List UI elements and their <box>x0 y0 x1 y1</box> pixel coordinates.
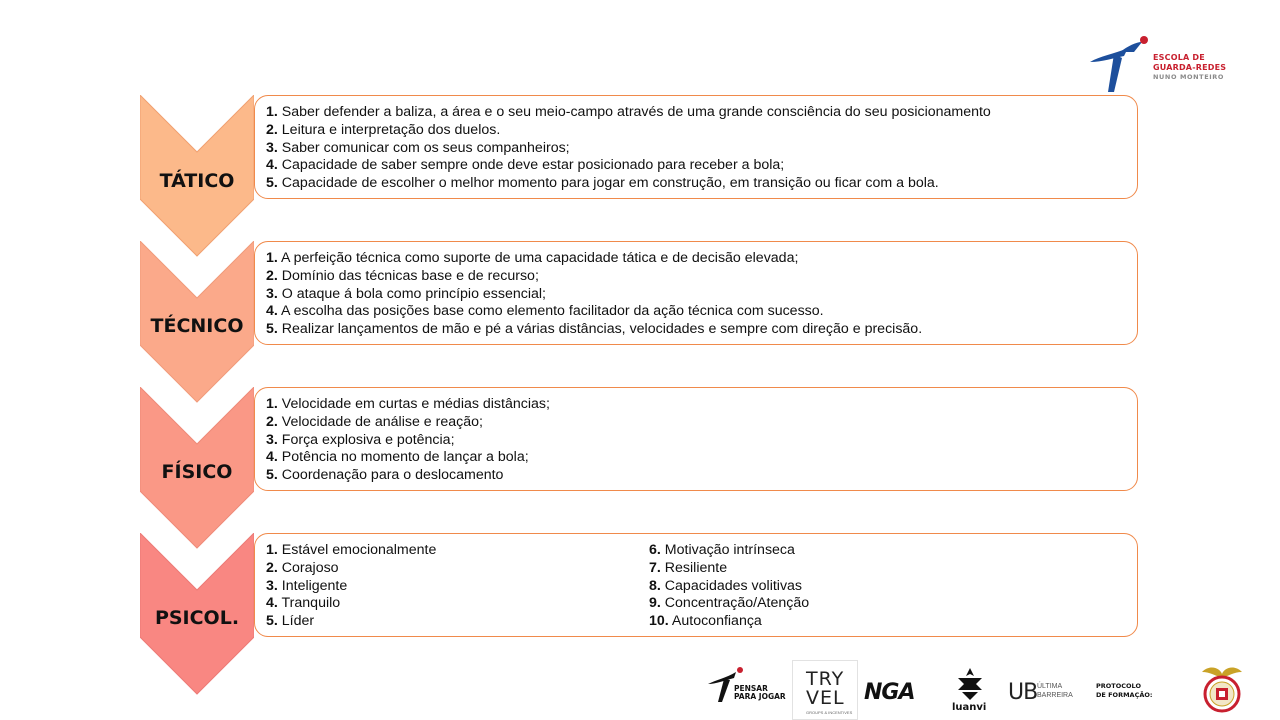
item-list-right <box>649 542 809 631</box>
section-tecnico <box>0 241 1280 403</box>
list-item: 9. Concentração/Atenção <box>649 595 810 612</box>
section-box <box>254 387 1138 491</box>
item-list-left <box>266 542 436 631</box>
item-list <box>266 104 991 193</box>
list-item: 5. Líder <box>266 613 315 630</box>
section-label: PSICOL. <box>154 607 240 629</box>
pensar-line1: PENSAR <box>734 684 768 693</box>
tryvel-line2: VEL <box>806 687 845 709</box>
list-item: 10. Autoconfiança <box>649 613 762 630</box>
item-list <box>266 396 550 485</box>
pensar-line2: PARA JOGAR <box>734 692 786 701</box>
section-label: FÍSICO <box>161 461 233 483</box>
list-item: 5. Realizar lançamentos de mão e pé a várias distâncias, velocidades e sempre com direção e precisão. <box>266 321 923 338</box>
logo-line3: NUNO MONTEIRO <box>1153 73 1225 81</box>
list-item: 3. O ataque á bola como princípio essencial; <box>266 285 546 302</box>
list-item: 2. Velocidade de análise e reação; <box>266 413 483 430</box>
luanvi-text: luanvi <box>952 702 987 713</box>
section-box <box>254 533 1138 637</box>
list-item: 7. Resiliente <box>649 559 728 576</box>
list-item: 4. Tranquilo <box>266 595 341 612</box>
tryvel-sub: GROUPS & INCENTIVES <box>806 710 853 715</box>
protocolo-line2: DE FORMAÇÃO: <box>1096 691 1153 699</box>
list-item: 3. Força explosiva e potência; <box>266 431 455 448</box>
list-item: 6. Motivação intrínseca <box>649 542 795 558</box>
list-item: 3. Inteligente <box>266 577 348 594</box>
list-item: 1. Velocidade em curtas e médias distâncias; <box>266 396 550 412</box>
item-list <box>266 250 922 339</box>
section-label: TÁTICO <box>159 170 235 192</box>
list-item: 4. Potência no momento de lançar a bola; <box>266 449 529 466</box>
protocolo-line1: PROTOCOLO <box>1096 682 1141 690</box>
section-box <box>254 241 1138 345</box>
list-item: 8. Capacidades volitivas <box>649 577 803 594</box>
ub-sub-line2: BARREIRA <box>1037 692 1073 699</box>
tryvel-logo <box>792 660 858 720</box>
list-item: 2. Corajoso <box>266 559 339 576</box>
goalkeeper-logo-icon <box>1084 32 1150 96</box>
escola-guarda-redes-logo <box>1084 32 1244 96</box>
ub-sub-line1: ÚLTIMA <box>1037 683 1063 690</box>
benfica-crest-icon <box>1196 662 1248 714</box>
list-item: 1. Saber defender a baliza, a área e o seu meio-campo através de uma grande consciência do seu posicionamento <box>266 104 991 120</box>
section-box <box>254 95 1138 199</box>
list-item: 4. Capacidade de saber sempre onde deve estar posicionado para receber a bola; <box>266 157 785 174</box>
section-psicol <box>0 533 1280 695</box>
list-item: 1. Estável emocionalmente <box>266 542 437 558</box>
logo-line2: GUARDA-REDES <box>1153 63 1227 72</box>
list-item: 5. Coordenação para o deslocamento <box>266 467 504 484</box>
luanvi-mark-icon <box>950 666 990 702</box>
tryvel-line1: TRY <box>806 668 845 690</box>
pensar-para-jogar-logo <box>706 662 792 706</box>
nga-logo: NGA <box>864 680 915 705</box>
ub-text: UB <box>1008 680 1038 705</box>
list-item: 3. Saber comunicar com os seus companheiros; <box>266 139 570 156</box>
list-item: 2. Domínio das técnicas base e de recurso; <box>266 267 539 284</box>
ultima-barreira-logo <box>1008 680 1073 705</box>
logo-line1: ESCOLA DE <box>1153 53 1205 62</box>
list-item: 2. Leitura e interpretação dos duelos. <box>266 121 501 138</box>
section-tatico <box>0 95 1280 257</box>
list-item: 4. A escolha das posições base como elemento facilitador da ação técnica com sucesso. <box>266 303 824 320</box>
protocolo-label <box>1096 682 1153 700</box>
list-item: 5. Capacidade de escolher o melhor momento para jogar em construção, em transição ou ficar com a bola. <box>266 175 939 192</box>
section-label: TÉCNICO <box>150 315 244 337</box>
luanvi-logo <box>948 666 992 716</box>
section-fisico <box>0 387 1280 549</box>
list-item: 1. A perfeição técnica como suporte de uma capacidade tática e de decisão elevada; <box>266 250 799 266</box>
